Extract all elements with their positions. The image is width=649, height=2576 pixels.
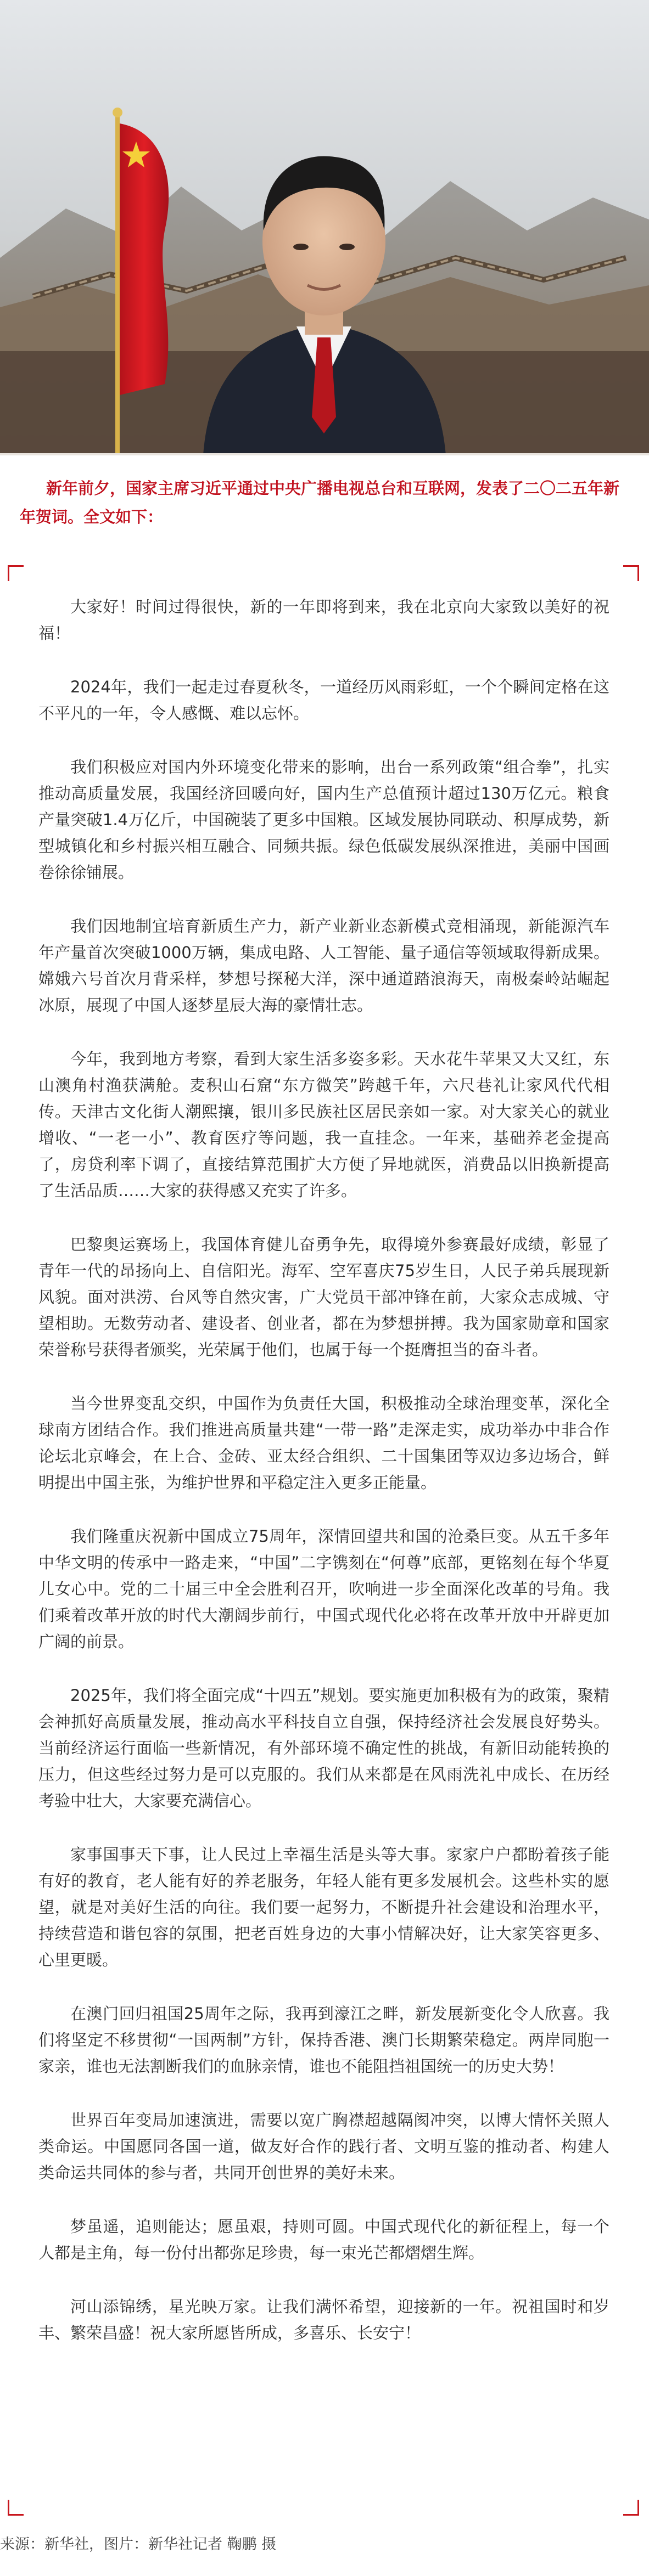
paragraph: 当今世界变乱交织，中国作为负责任大国，积极推动全球治理变革，深化全球南方团结合作。我们推进高质量共建“一带一路”走深走实，成功举办中非合作论坛北京峰会，在上合、金砖、亚太经合组织、二十国集团等双边多边场合，鲜明提出中国主张，为维护世界和平稳定注入更多正能量。 [38,1394,609,1492]
paragraph: 巴黎奥运赛场上，我国体育健儿奋勇争先，取得境外参赛最好成绩，彰显了青年一代的昂扬向上、自信阳光。海军、空军喜庆75岁生日，人民子弟兵展现新风貌。面对洪涝、台风等自然灾害，广大党员干部冲锋在前，大家众志成城、守望相助。无数劳动者、建设者、创业者，都在为梦想拼搏。我为国家勋章和国家荣誉称号获得者颁奖，光荣属于他们，也属于每一个挺膺担当的奋斗者。 [38,1235,609,1359]
paragraph: 我们隆重庆祝新中国成立75周年，深情回望共和国的沧桑巨变。从五千多年中华文明的传承中一路走来，“中国”二字镌刻在“何尊”底部，更铭刻在每个华夏儿女心中。党的二十届三中全会胜利召开，吹响进一步全面深化改革的号角。我们乘着改革开放的时代大潮阔步前行，中国式现代化必将在改革开放中开辟更加广阔的前景。 [38,1527,609,1651]
frame-corner-top-right [623,565,639,581]
paragraph: 河山添锦绣，星光映万家。让我们满怀希望，迎接新的一年。祝祖国时和岁丰、繁荣昌盛！祝大家所愿皆所成，多喜乐、长安宁！ [38,2297,609,2342]
frame-corner-bottom-right [623,2500,639,2516]
intro-paragraph: 新年前夕，国家主席习近平通过中央广播电视总台和互联网，发表了二〇二五年新年贺词。全文如下： [20,479,620,526]
paragraph: 家事国事天下事，让人民过上幸福生活是头等大事。家家户户都盼着孩子能有好的教育，老人能有好的养老服务，年轻人能有更多发展机会。这些朴实的愿望，就是对美好生活的向往。我们要一起努力，不断提升社会建设和治理水平，持续营造和谐包容的氛围，把老百姓身边的大事小情解决好，让大家笑容更多、心里更暖。 [38,1845,609,1969]
photo-icon [0,0,649,455]
article-body [38,594,609,2374]
paragraph: 2025年，我们将全面完成“十四五”规划。要实施更加积极有为的政策，聚精会神抓好高质量发展，推动高水平科技自立自强，保持经济社会发展良好势头。当前经济运行面临一些新情况，有外部环境不确定性的挑战，有新旧动能转换的压力，但这些经过努力是可以克服的。我们从来都是在风雨洗礼中成长、在历经考验中壮大，大家要充满信心。 [38,1686,609,1810]
frame-corner-top-left [8,565,24,581]
paragraph: 今年，我到地方考察，看到大家生活多姿多彩。天水花牛苹果又大又红，东山澳角村渔获满舱。麦积山石窟“东方微笑”跨越千年，六尺巷礼让家风代代相传。天津古文化街人潮熙攘，银川多民族社区居民亲如一家。对大家关心的就业增收、“一老一小”、教育医疗等问题，我一直挂念。一年来，基础养老金提高了，房贷利率下调了，直接结算范围扩大方便了异地就医，消费品以旧换新提高了生活品质……大家的获得感又充实了许多。 [38,1050,609,1200]
header-photo [0,0,649,455]
paragraph: 世界百年变局加速演进，需要以宽广胸襟超越隔阂冲突，以博大情怀关照人类命运。中国愿同各国一道，做友好合作的践行者、文明互鉴的推动者、构建人类命运共同体的参与者，共同开创世界的美好未来。 [38,2111,609,2182]
paragraph: 2024年，我们一起走过春夏秋冬，一道经历风雨彩虹，一个个瞬间定格在这不平凡的一年，令人感慨、难以忘怀。 [38,678,609,723]
paragraph: 在澳门回归祖国25周年之际，我再到濠江之畔，新发展新变化令人欣喜。我们将坚定不移贯彻“一国两制”方针，保持香港、澳门长期繁荣稳定。两岸同胞一家亲，谁也无法割断我们的血脉亲情，谁也不能阻挡祖国统一的历史大势！ [38,2004,609,2076]
paragraph: 梦虽遥，追则能达；愿虽艰，持则可圆。中国式现代化的新征程上，每一个人都是主角，每一份付出都弥足珍贵，每一束光芒都熠熠生辉。 [38,2217,609,2262]
paragraph: 我们因地制宜培育新质生产力，新产业新业态新模式竞相涌现，新能源汽车年产量首次突破1000万辆，集成电路、人工智能、量子通信等领域取得新成果。嫦娥六号首次月背采样，梦想号探秘大洋，深中通道踏浪海天，南极秦岭站崛起冰原，展现了中国人逐梦星辰大海的豪情壮志。 [38,917,609,1014]
source-credit: 来源：新华社，图片：新华社记者 鞠鹏 摄 [0,2536,277,2553]
frame-corner-bottom-left [8,2500,24,2516]
paragraph: 我们积极应对国内外环境变化带来的影响，出台一系列政策“组合拳”，扎实推动高质量发展，我国经济回暖向好，国内生产总值预计超过130万亿元。粮食产量突破1.4万亿斤，中国碗装了更多中国粮。区域发展协同联动、积厚成势，新型城镇化和乡村振兴相互融合、同频共振。绿色低碳发展纵深推进，美丽中国画卷徐徐铺展。 [38,758,609,882]
paragraph: 大家好！时间过得很快，新的一年即将到来，我在北京向大家致以美好的祝福！ [38,598,609,642]
